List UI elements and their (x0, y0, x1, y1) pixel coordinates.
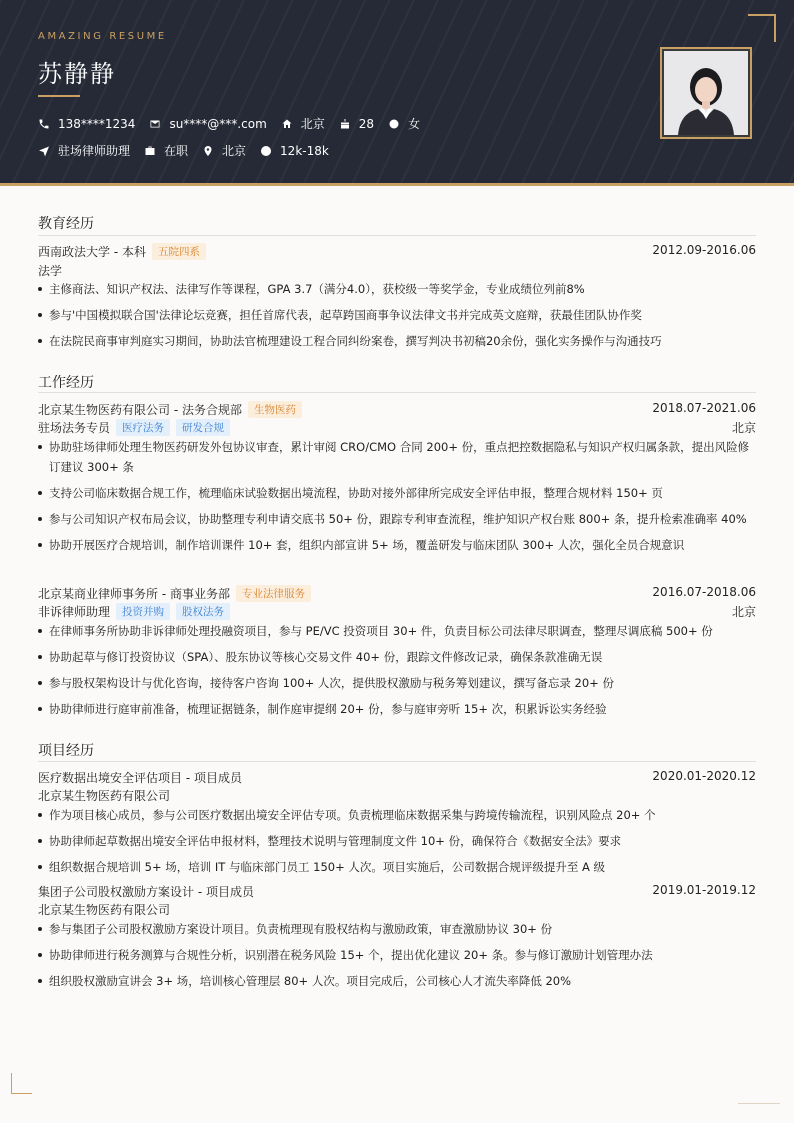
job-1-role-row (38, 419, 756, 436)
age: 28 (358, 116, 375, 131)
contact-row (38, 115, 434, 132)
city: 北京 (300, 117, 325, 131)
project-org: 北京某生物医药有限公司 (38, 789, 171, 803)
city-info (281, 115, 325, 132)
list-item: 参与'中国模拟联合国'法律论坛竞赛，担任首席代表，起草跨国商事争议法律文书并完成英文庭辩，获最佳团队协作奖 (38, 305, 756, 325)
money-icon (260, 145, 272, 157)
target-city-info (202, 142, 246, 159)
email-info (149, 117, 266, 131)
list-item: 参与集团子公司股权激励方案设计项目。负责梳理现有股权结构与激励政策，审查激励协议 30+ 份 (38, 919, 756, 939)
list-item: 支持公司临床数据合规工作，梳理临床试验数据出境流程，协助对接外部律所完成安全评估申报，整理合规材料 150+ 页 (38, 483, 756, 503)
job-date: 2016.07-2018.06 (652, 585, 756, 599)
gender: 女 (408, 117, 421, 131)
list-item: 作为项目核心成员，参与公司医疗数据出境安全评估专项。负责梳理临床数据采集与跨境传输流程，识别风险点 20+ 个 (38, 805, 756, 825)
job-intent-row (38, 142, 343, 159)
company-name: 北京某生物医药有限公司 - 法务合规部 (38, 403, 242, 417)
project-1-header (38, 769, 756, 786)
resume-tagline: AMAZING RESUME (38, 31, 167, 42)
avatar-portrait-icon (664, 51, 748, 135)
education-divider (38, 235, 756, 236)
employment-status: 在职 (164, 144, 189, 158)
profile-photo (660, 47, 752, 139)
email-icon (149, 118, 161, 130)
cake-icon (339, 118, 351, 130)
target-position: 驻场律师助理 (58, 144, 131, 158)
project-1-bullets (38, 805, 756, 883)
education-bullets (38, 279, 756, 357)
send-icon (38, 145, 50, 157)
salary-info (260, 144, 329, 158)
major: 法学 (38, 264, 63, 278)
education-section-title: 教育经历 (38, 216, 94, 232)
job-1-header (38, 401, 756, 418)
project-2-org-row (38, 901, 756, 918)
target-city: 北京 (222, 144, 247, 158)
skill-tag: 研发合规 (176, 419, 230, 436)
project-2-bullets (38, 919, 756, 997)
candidate-name: 苏静静 (38, 60, 116, 88)
project-1-org-row (38, 787, 756, 804)
project-date: 2019.01-2019.12 (652, 883, 756, 897)
corner-ornament-bottom-left (11, 1073, 32, 1094)
industry-tag: 专业法律服务 (236, 585, 311, 602)
project-date: 2020.01-2020.12 (652, 769, 756, 783)
education-major-row (38, 262, 756, 279)
projects-section-title: 项目经历 (38, 743, 94, 759)
home-icon (281, 118, 293, 130)
company-name: 北京某商业律师事务所 - 商事业务部 (38, 587, 230, 601)
gender-info (388, 115, 420, 132)
school-tag: 五院四系 (152, 243, 206, 260)
skill-tag: 医疗法务 (116, 419, 170, 436)
skill-tag: 投资并购 (116, 603, 170, 620)
school-name: 西南政法大学 - 本科 (38, 245, 146, 259)
job-city: 北京 (731, 421, 756, 435)
work-divider (38, 392, 756, 393)
corner-ornament-top-right (748, 14, 776, 42)
skill-tag: 股权法务 (176, 603, 230, 620)
list-item: 协助律师进行税务测算与合规性分析，识别潜在税务风险 15+ 个，提出优化建议 20+ 条。参与修订激励计划管理办法 (38, 945, 756, 965)
header-divider (0, 183, 794, 186)
status-info (144, 142, 188, 159)
job-2-header (38, 585, 756, 602)
education-entry-header (38, 243, 756, 260)
job-date: 2018.07-2021.06 (652, 401, 756, 415)
email-address: su****@***.com (169, 116, 267, 131)
job-1-bullets (38, 437, 756, 561)
list-item: 组织股权激励宣讲会 3+ 场，培训核心管理层 80+ 人次。项目完成后，公司核心人才流失率降低 20% (38, 971, 756, 991)
job-2-role-row (38, 603, 756, 620)
job-city: 北京 (731, 605, 756, 619)
project-name: 集团子公司股权激励方案设计 - 项目成员 (38, 885, 254, 899)
list-item: 协助律师进行庭审前准备，梳理证据链条，制作庭审提纲 20+ 份，参与庭审旁听 15+ 次，积累诉讼实务经验 (38, 699, 756, 719)
job-2-bullets (38, 621, 756, 725)
target-position-info (38, 142, 130, 159)
job-role: 非诉律师助理 (38, 605, 111, 619)
list-item: 主修商法、知识产权法、法律写作等课程，GPA 3.7（满分4.0），获校级一等奖学金，专业成绩位列前8% (38, 279, 756, 299)
list-item: 协助驻场律师处理生物医药研发外包协议审查，累计审阅 CRO/CMO 合同 200+ 份，重点把控数据隐私与知识产权归属条款，提出风险修订建议 300+ 条 (38, 437, 756, 477)
work-section-title: 工作经历 (38, 375, 94, 391)
location-pin-icon (202, 145, 214, 157)
age-info (339, 117, 374, 131)
list-item: 协助开展医疗合规培训，制作培训课件 10+ 套，组织内部宣讲 5+ 场，覆盖研发与临床团队 300+ 人次，强化全员合规意识 (38, 535, 756, 555)
project-name: 医疗数据出境安全评估项目 - 项目成员 (38, 771, 242, 785)
list-item: 在律师事务所协助非诉律师处理投融资项目，参与 PE/VC 投资项目 30+ 件，负责目标公司法律尽职调查，整理尽调底稿 500+ 份 (38, 621, 756, 641)
list-item: 参与股权架构设计与优化咨询，接待客户咨询 100+ 人次，提供股权激励与税务筹划建议，撰写备忘录 20+ 份 (38, 673, 756, 693)
list-item: 协助起草与修订投资协议（SPA）、股东协议等核心交易文件 40+ 份，跟踪文件修改记录，确保条款准确无误 (38, 647, 756, 667)
gender-icon (388, 118, 400, 130)
projects-divider (38, 761, 756, 762)
name-underline (38, 95, 80, 97)
education-date: 2012.09-2016.06 (652, 243, 756, 257)
list-item: 协助律师起草数据出境安全评估申报材料，整理技术说明与管理制度文件 10+ 份，确保符合《数据安全法》要求 (38, 831, 756, 851)
corner-ornament-bottom-right (738, 1103, 780, 1104)
list-item: 在法院民商事审判庭实习期间，协助法官梳理建设工程合同纠纷案卷，撰写判决书初稿20余份，强化实务操作与沟通技巧 (38, 331, 756, 351)
expected-salary: 12k-18k (280, 143, 329, 158)
phone-info (38, 117, 135, 131)
list-item: 参与公司知识产权布局会议，协助整理专利申请交底书 50+ 份，跟踪专利审查流程，维护知识产权台账 800+ 条，提升检索准确率 40% (38, 509, 756, 529)
phone-number: 138****1234 (58, 116, 136, 131)
industry-tag: 生物医药 (248, 401, 302, 418)
project-org: 北京某生物医药有限公司 (38, 903, 171, 917)
briefcase-icon (144, 145, 156, 157)
phone-icon (38, 118, 50, 130)
project-2-header (38, 883, 756, 900)
job-role: 驻场法务专员 (38, 421, 111, 435)
list-item: 组织数据合规培训 5+ 场，培训 IT 与临床部门员工 150+ 人次。项目实施后，公司数据合规评级提升至 A 级 (38, 857, 756, 877)
